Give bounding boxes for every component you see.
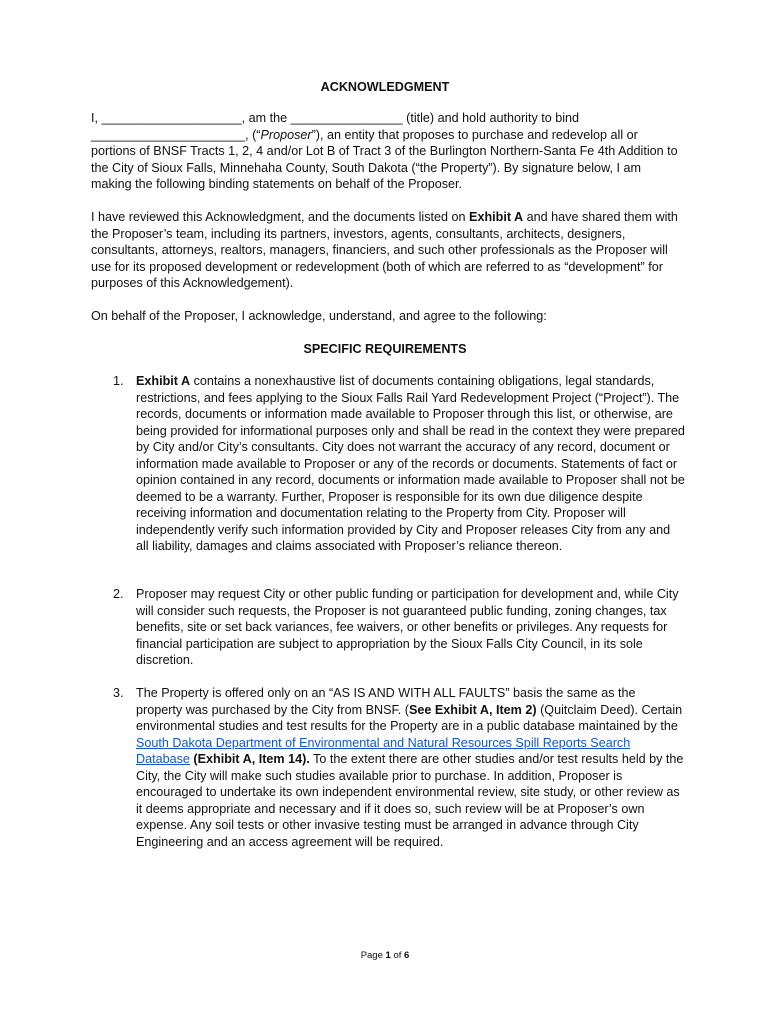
intro-paragraph bbox=[91, 110, 685, 193]
requirement-number: 2. bbox=[113, 587, 124, 601]
requirement-text: contains a nonexhaustive list of documents containing obligations, legal standards, restrictions, and fees applying to the Sioux Falls Rail Yard Redevelopment Project (“Project”). The records, documents or information made available to Proposer through this list, or otherwise, are being provided for informational purposes only and shall be read in the context they were prepared by City and/or City’s consultants. City does not warrant the accuracy of any record, document or information made available to Proposer or any of the records or documents. Statements of fact or opinion contained in any record, documents or information made available to Proposer shall not be deemed to be a warranty. Further, Proposer is responsible for its own due diligence despite receiving information and documentation relating to the Property from City. Proposer will independently verify such information provided by City and Proposer releases City from any and all liability, damages and claims associated with Proposer’s reliance thereon. bbox=[136, 374, 685, 553]
section-heading: SPECIFIC REQUIREMENTS bbox=[303, 342, 467, 356]
exhibit-a-lead: Exhibit A bbox=[136, 374, 191, 388]
requirement-item-1 bbox=[113, 373, 685, 555]
intro-text-1: I, ____________________, am the ________________ (title) and hold authority to bind ______________________, (“ bbox=[91, 111, 580, 142]
requirement-item-2 bbox=[113, 586, 685, 669]
requirement-text-2: (Quitclaim Deed). Certain environmental studies and test results for the Property are in a public database maintained by the bbox=[136, 702, 683, 733]
page-footer bbox=[0, 948, 770, 965]
requirement-text-1: The Property is offered only on an “AS IS AND WITH ALL FAULTS” basis the same as the property was purchased by the City from BNSF. ( bbox=[136, 686, 636, 717]
requirement-body: Proposer may request City or other public funding or participation for development and, while City will consider such requests, the Proposer is not guaranteed public funding, zoning changes, tax benefits, site or set back variances, fee waivers, or other benefits or privileges. Any requests for financial participation are subject to appropriation by the Sioux Falls City Council, in its sole discretion. bbox=[136, 587, 679, 667]
intro-text-2: ”), an entity that proposes to purchase and redevelop all or portions of BNSF Tracts 1, 2, 4 and/or Lot B of Tract 3 of the Burlington Northern-Santa Fe 4th Addition to the City of Sioux Falls, Minnehaha County, South Dakota (“the Property”). By signature below, I am making the following binding statements on behalf of the Proposer. bbox=[91, 127, 678, 191]
page-title: ACKNOWLEDGMENT bbox=[320, 80, 450, 94]
review-text-1: I have reviewed this Acknowledgment, and the documents listed on bbox=[91, 210, 470, 224]
exhibit-item-14-ref: (Exhibit A, Item 14). bbox=[193, 752, 310, 766]
current-page-number: 1 bbox=[385, 950, 391, 961]
of-label: of bbox=[390, 950, 405, 961]
requirement-body bbox=[136, 685, 685, 850]
requirement-number: 3. bbox=[113, 686, 124, 700]
review-paragraph bbox=[91, 209, 685, 292]
exhibit-item-2-ref: See Exhibit A, Item 2) bbox=[408, 702, 537, 717]
requirement-item-3 bbox=[113, 685, 685, 850]
total-pages: 6 bbox=[404, 950, 410, 961]
page-label: Page bbox=[360, 950, 386, 961]
exhibit-a-ref: Exhibit A bbox=[469, 210, 524, 224]
requirement-text-4: To the extent there are other studies and/or test results held by the City, the City will make such studies available prior to purchase. In addition, Proposer is encouraged to undertake its own independent environmental review, site study, or other review as it deems appropriate and necessary and if it does so, such review will be at Proposer’s own expense. Any soil tests or other invasive testing must be arranged in advance through City Engineering and an access agreement will be required. bbox=[136, 752, 684, 849]
review-text-2: and have shared them with the Proposer’s team, including its partners, investors, agents, consultants, architects, designers, consultants, attorneys, realtors, managers, financiers, and such other professionals as the Proposer will use for its proposed development or redevelopment (both of which are referred to as “development” for purposes of this Acknowledgement). bbox=[91, 210, 678, 290]
agree-paragraph: On behalf of the Proposer, I acknowledge, understand, and agree to the following: bbox=[91, 309, 547, 323]
proposer-term: Proposer bbox=[260, 127, 312, 142]
spill-reports-database-link[interactable]: South Dakota Department of Environmental and Natural Resources Spill Reports Search Database bbox=[136, 735, 631, 766]
requirement-body bbox=[136, 373, 685, 555]
requirement-number: 1. bbox=[113, 374, 124, 388]
